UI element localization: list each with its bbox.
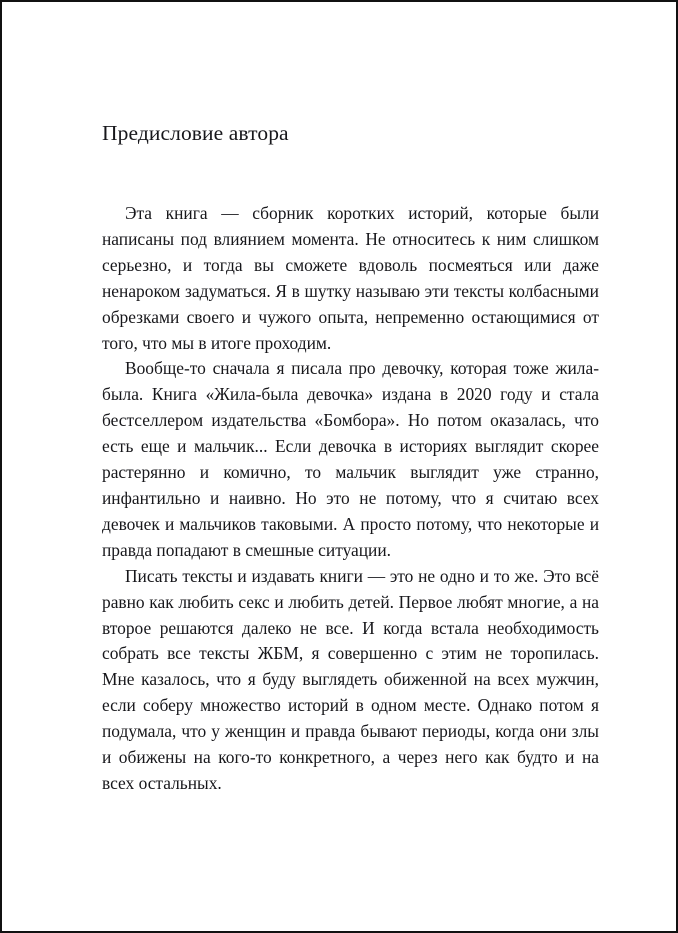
paragraph: Вообще-то сначала я писала про девочку, которая тоже жила-была. Книга «Жила-была девочка» издана в 2020 году и стала бестселлером издательства «Бомбора». Но потом оказалась, что есть еще и мальчик... Если девочка в историях выглядит скорее растерянно и комично, то мальчик выглядит уже странно, инфантильно и наивно. Но это не потому, что я считаю всех девочек и мальчиков таковыми. А просто потому, что некоторые и правда попадают в смешные ситуации. — [102, 358, 599, 560]
page-title: Предисловие автора — [102, 121, 289, 146]
paragraph: Эта книга — сборник коротких историй, которые были написаны под влиянием момента. Не относитесь к ним слишком серьезно, и тогда вы сможете вдоволь посмеяться или даже ненароком задуматься. Я в шутку называю эти тексты колбасными обрезками своего и чужого опыта, непременно остающимися от того, что мы в итоге проходим. — [102, 203, 599, 353]
paragraph: Писать тексты и издавать книги — это не одно и то же. Это всё равно как любить секс и любить детей. Первое любят многие, а на второе решаются далеко не все. И когда встала необходимость собрать все тексты ЖБМ, я совершенно с этим не торопилась. Мне казалось, что я буду выглядеть обиженной на всех мужчин, если соберу множество историй в одном месте. Однако потом я подумала, что у женщин и правда бывают периоды, когда они злы и обижены на кого-то конкретного, а через него как будто и на всех остальных. — [102, 565, 599, 793]
page-text-block — [102, 2, 599, 933]
body-text — [102, 201, 599, 797]
